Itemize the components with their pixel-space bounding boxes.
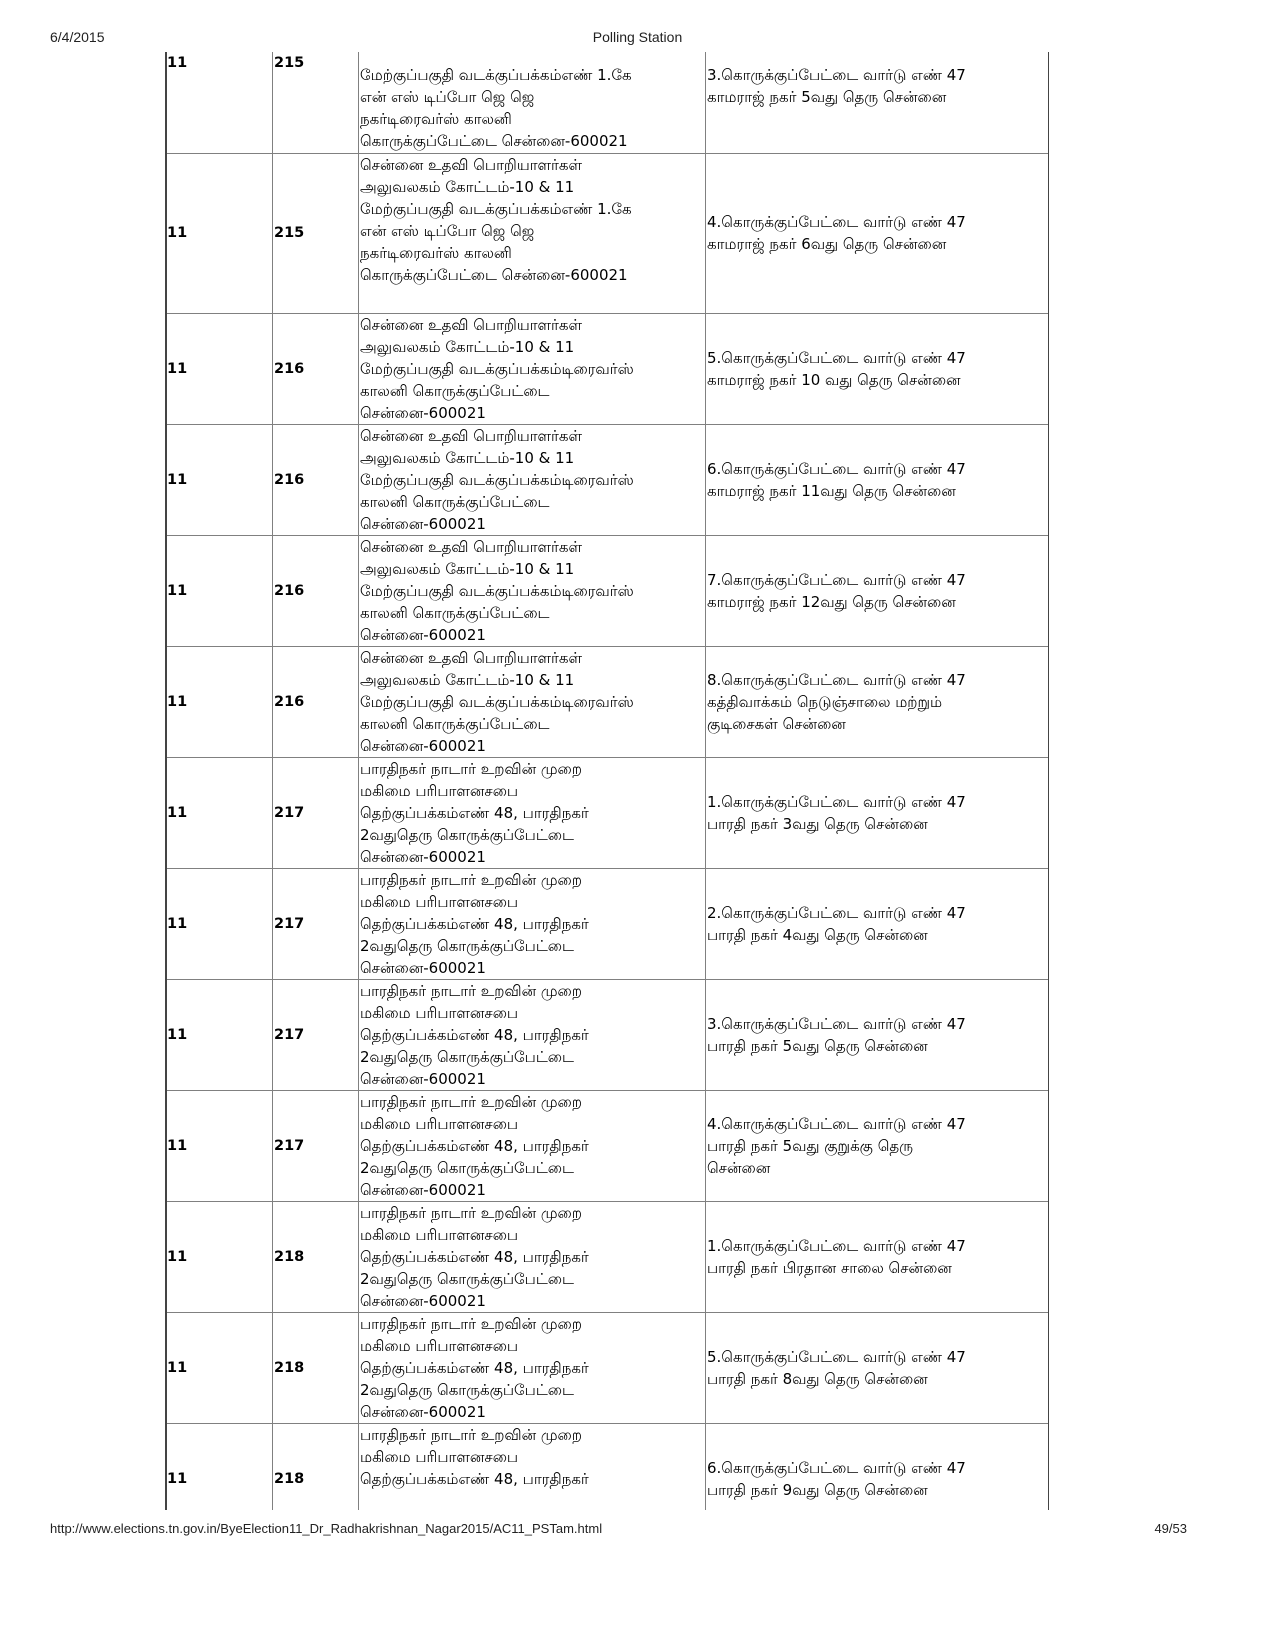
polling-station-no: 218 [273,1423,359,1510]
polling-station-address: பாரதிநகர் நாடார் உறவின் முறை மகிமை பரிபாளனசபை தெற்குப்பக்கம்எண் 48, பாரதிநகர் 2வதுதெரு கொருக்குப்பேட்டை சென்னை-600021 [359,1312,706,1423]
polling-station-no: 218 [273,1312,359,1423]
table-row [166,646,1050,757]
polling-station-no: 216 [273,646,359,757]
page-number: 49/53 [1154,1521,1187,1536]
table-row [166,153,1050,313]
polling-area: 2.கொருக்குப்பேட்டை வார்டு எண் 47 பாரதி நகர் 4வது தெரு சென்னை [706,868,1050,979]
source-url: http://www.elections.tn.gov.in/ByeElection11_Dr_Radhakrishnan_Nagar2015/AC11_PSTam.html [50,1521,603,1536]
polling-area: 8.கொருக்குப்பேட்டை வார்டு எண் 47 கத்திவாக்கம் நெடுஞ்சாலை மற்றும் குடிசைகள் சென்னை [706,646,1050,757]
polling-station-no: 215 [273,153,359,313]
polling-station-address: சென்னை உதவி பொறியாளர்கள் அலுவலகம் கோட்டம்-10 & 11 மேற்குப்பகுதி வடக்குப்பக்கம்எண் 1.கே என் எஸ் டிப்போ ஜெ ஜெ நகர்டிரைவர்ஸ் காலனி கொருக்குப்பேட்டை சென்னை-600021 [359,153,706,313]
polling-station-address: பாரதிநகர் நாடார் உறவின் முறை மகிமை பரிபாளனசபை தெற்குப்பக்கம்எண் 48, பாரதிநகர் [359,1423,706,1510]
assembly-constituency-no: 11 [166,1201,273,1312]
polling-station-no: 216 [273,424,359,535]
polling-station-no: 218 [273,1201,359,1312]
table-body [166,52,1050,1510]
polling-area: 3.கொருக்குப்பேட்டை வார்டு எண் 47 பாரதி நகர் 5வது தெரு சென்னை [706,979,1050,1090]
polling-station-no: 215 [273,52,359,153]
assembly-constituency-no: 11 [166,868,273,979]
polling-area: 4.கொருக்குப்பேட்டை வார்டு எண் 47 பாரதி நகர் 5வது குறுக்கு தெரு சென்னை [706,1090,1050,1201]
polling-area: 3.கொருக்குப்பேட்டை வார்டு எண் 47 காமராஜ் நகர் 5வது தெரு சென்னை [706,52,1050,153]
table-row [166,1312,1050,1423]
table-row [166,868,1050,979]
polling-station-address: சென்னை உதவி பொறியாளர்கள் அலுவலகம் கோட்டம்-10 & 11 மேற்குப்பகுதி வடக்குப்பக்கம்டிரைவர்ஸ் காலனி கொருக்குப்பேட்டை சென்னை-600021 [359,313,706,424]
table-row [166,1423,1050,1510]
polling-station-address: பாரதிநகர் நாடார் உறவின் முறை மகிமை பரிபாளனசபை தெற்குப்பக்கம்எண் 48, பாரதிநகர் 2வதுதெரு கொருக்குப்பேட்டை சென்னை-600021 [359,979,706,1090]
polling-area: 1.கொருக்குப்பேட்டை வார்டு எண் 47 பாரதி நகர் 3வது தெரு சென்னை [706,757,1050,868]
polling-area: 6.கொருக்குப்பேட்டை வார்டு எண் 47 பாரதி நகர் 9வது தெரு சென்னை [706,1423,1050,1510]
assembly-constituency-no: 11 [166,1423,273,1510]
polling-station-no: 217 [273,868,359,979]
table-row [166,424,1050,535]
table-row [166,52,1050,153]
polling-station-no: 216 [273,535,359,646]
polling-station-address: சென்னை உதவி பொறியாளர்கள் அலுவலகம் கோட்டம்-10 & 11 மேற்குப்பகுதி வடக்குப்பக்கம்டிரைவர்ஸ் காலனி கொருக்குப்பேட்டை சென்னை-600021 [359,424,706,535]
polling-area: 7.கொருக்குப்பேட்டை வார்டு எண் 47 காமராஜ் நகர் 12வது தெரு சென்னை [706,535,1050,646]
assembly-constituency-no: 11 [166,313,273,424]
page-title: Polling Station [592,29,683,45]
polling-station-address: சென்னை உதவி பொறியாளர்கள் அலுவலகம் கோட்டம்-10 & 11 மேற்குப்பகுதி வடக்குப்பக்கம்டிரைவர்ஸ் காலனி கொருக்குப்பேட்டை சென்னை-600021 [359,535,706,646]
polling-area: 1.கொருக்குப்பேட்டை வார்டு எண் 47 பாரதி நகர் பிரதான சாலை சென்னை [706,1201,1050,1312]
polling-station-no: 217 [273,1090,359,1201]
assembly-constituency-no: 11 [166,979,273,1090]
assembly-constituency-no: 11 [166,1090,273,1201]
table-row [166,313,1050,424]
polling-station-address: பாரதிநகர் நாடார் உறவின் முறை மகிமை பரிபாளனசபை தெற்குப்பக்கம்எண் 48, பாரதிநகர் 2வதுதெரு கொருக்குப்பேட்டை சென்னை-600021 [359,1090,706,1201]
assembly-constituency-no: 11 [166,535,273,646]
polling-station-address: பாரதிநகர் நாடார் உறவின் முறை மகிமை பரிபாளனசபை தெற்குப்பக்கம்எண் 48, பாரதிநகர் 2வதுதெரு கொருக்குப்பேட்டை சென்னை-600021 [359,757,706,868]
polling-station-address: பாரதிநகர் நாடார் உறவின் முறை மகிமை பரிபாளனசபை தெற்குப்பக்கம்எண் 48, பாரதிநகர் 2வதுதெரு கொருக்குப்பேட்டை சென்னை-600021 [359,1201,706,1312]
assembly-constituency-no: 11 [166,757,273,868]
polling-station-address: மேற்குப்பகுதி வடக்குப்பக்கம்எண் 1.கே என் எஸ் டிப்போ ஜெ ஜெ நகர்டிரைவர்ஸ் காலனி கொருக்குப்பேட்டை சென்னை-600021 [359,52,706,153]
polling-station-table [165,52,1049,1510]
table-row [166,757,1050,868]
polling-station-address: சென்னை உதவி பொறியாளர்கள் அலுவலகம் கோட்டம்-10 & 11 மேற்குப்பகுதி வடக்குப்பக்கம்டிரைவர்ஸ் காலனி கொருக்குப்பேட்டை சென்னை-600021 [359,646,706,757]
polling-station-no: 217 [273,757,359,868]
print-date: 6/4/2015 [50,29,105,45]
polling-area: 5.கொருக்குப்பேட்டை வார்டு எண் 47 பாரதி நகர் 8வது தெரு சென்னை [706,1312,1050,1423]
table-row [166,1201,1050,1312]
table-row [166,1090,1050,1201]
assembly-constituency-no: 11 [166,1312,273,1423]
table-row [166,979,1050,1090]
polling-station-no: 216 [273,313,359,424]
polling-station-no: 217 [273,979,359,1090]
polling-area: 4.கொருக்குப்பேட்டை வார்டு எண் 47 காமராஜ் நகர் 6வது தெரு சென்னை [706,153,1050,313]
assembly-constituency-no: 11 [166,153,273,313]
assembly-constituency-no: 11 [166,646,273,757]
polling-station-address: பாரதிநகர் நாடார் உறவின் முறை மகிமை பரிபாளனசபை தெற்குப்பக்கம்எண் 48, பாரதிநகர் 2வதுதெரு கொருக்குப்பேட்டை சென்னை-600021 [359,868,706,979]
polling-area: 5.கொருக்குப்பேட்டை வார்டு எண் 47 காமராஜ் நகர் 10 வது தெரு சென்னை [706,313,1050,424]
assembly-constituency-no: 11 [166,52,273,153]
assembly-constituency-no: 11 [166,424,273,535]
polling-area: 6.கொருக்குப்பேட்டை வார்டு எண் 47 காமராஜ் நகர் 11வது தெரு சென்னை [706,424,1050,535]
table-row [166,535,1050,646]
